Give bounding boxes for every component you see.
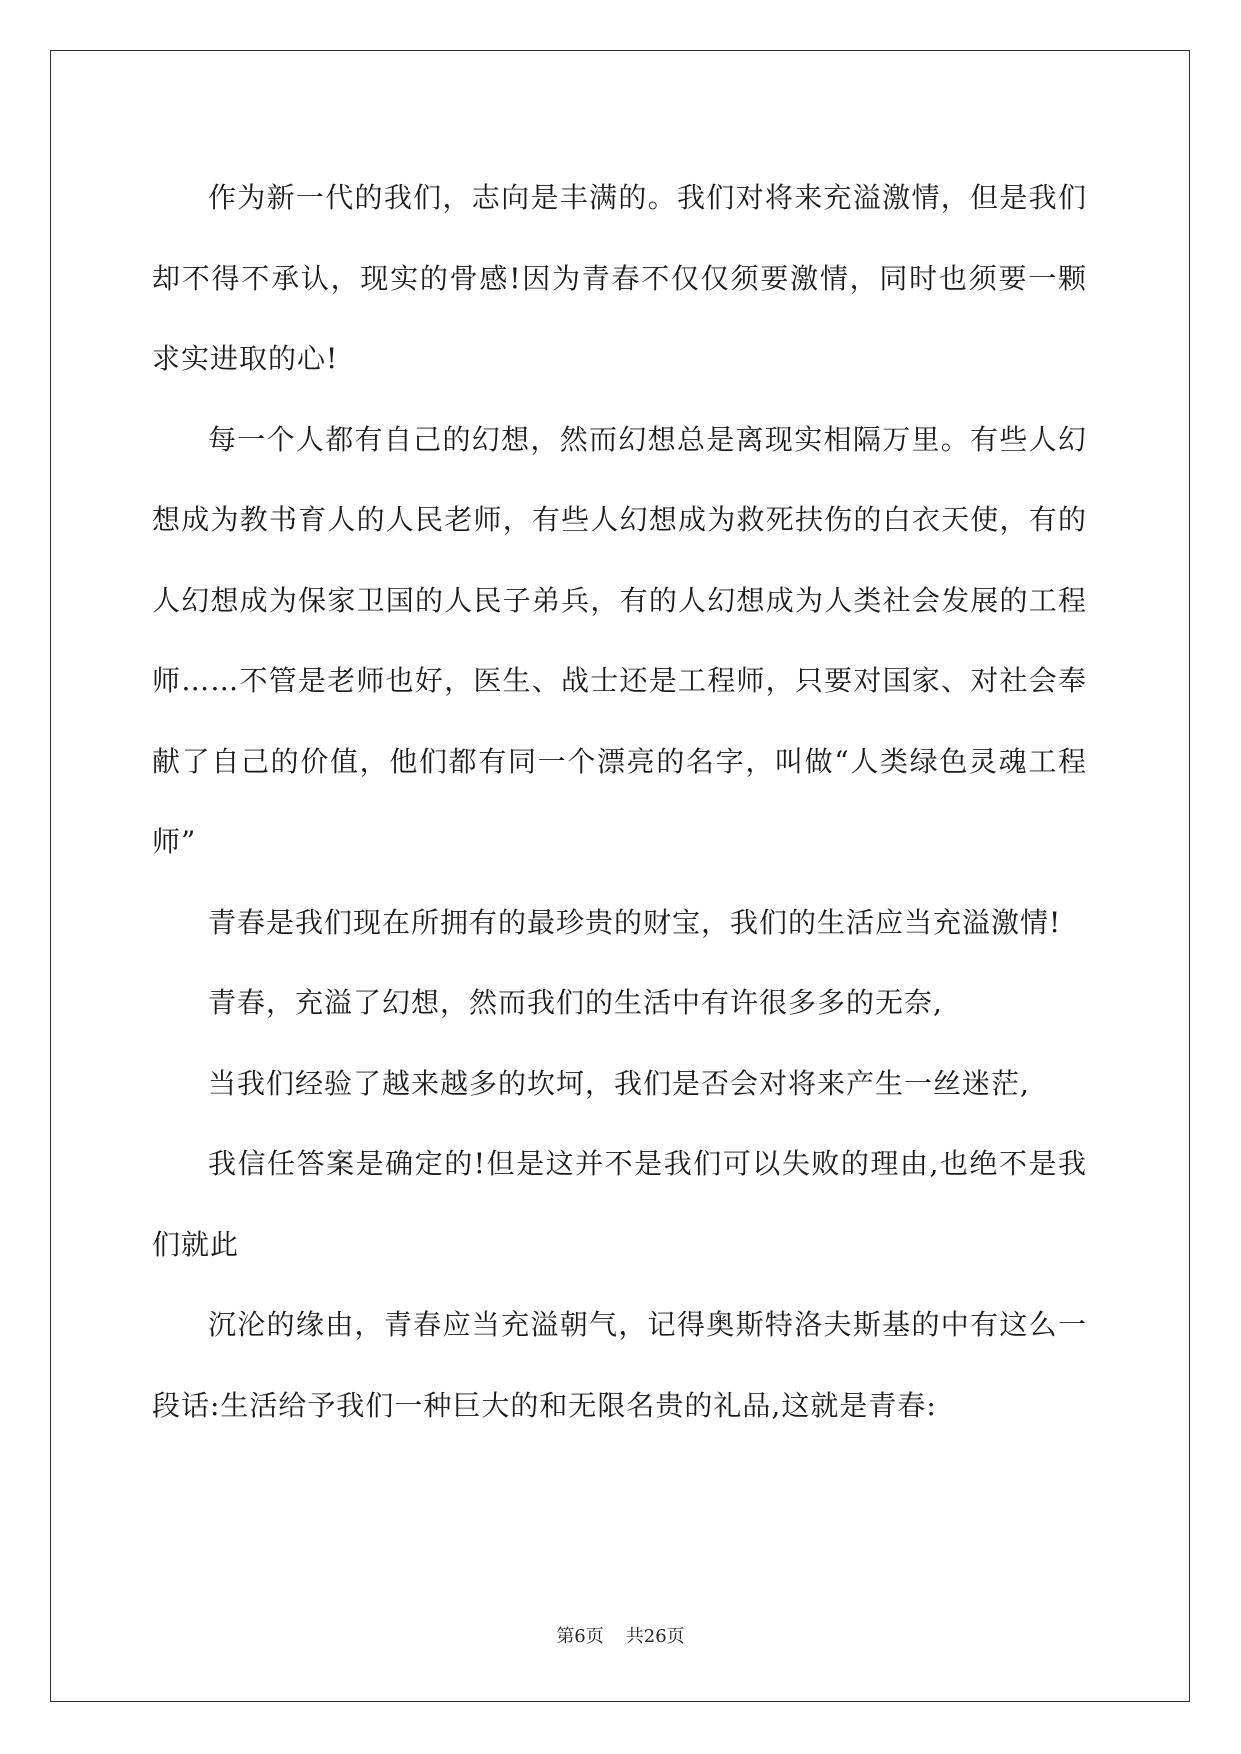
paragraph-6: 我信任答案是确定的!但是这并不是我们可以失败的理由,也绝不是我们就此	[152, 1147, 1087, 1261]
paragraph-4: 青春，充溢了幻想，然而我们的生活中有许很多多的无奈,	[208, 986, 943, 1019]
paragraph-1: 作为新一代的我们，志向是丰满的。我们对将来充溢激情，但是我们却不得不承认，现实的骨感!因为青春不仅仅须要激情，同时也须要一颗求实进取的心!	[152, 181, 1087, 375]
page-number: 第6页	[556, 1626, 604, 1647]
paragraph-2: 每一个人都有自己的幻想，然而幻想总是离现实相隔万里。有些人幻想成为教书育人的人民老师，有些人幻想成为救死扶伤的白衣天使，有的人幻想成为保家卫国的人民子弟兵，有的人幻想成为人类社会发展的工程师……不管是老师也好，医生、战士还是工程师，只要对国家、对社会奉献了自己的价值，他们都有同一个漂亮的名字，叫做“人类绿色灵魂工程师”	[152, 422, 1087, 858]
document-body	[152, 158, 1087, 1446]
paragraph-7: 沉沦的缘由，青春应当充溢朝气，记得奥斯特洛夫斯基的中有这么一段话:生活给予我们一种巨大的和无限名贵的礼品,这就是青春:	[152, 1308, 1087, 1422]
page-footer	[0, 1622, 1241, 1648]
paragraph-3: 青春是我们现在所拥有的最珍贵的财宝，我们的生活应当充溢激情!	[208, 905, 1062, 939]
page-total: 共26页	[625, 1626, 685, 1647]
paragraph-5: 当我们经验了越来越多的坎坷，我们是否会对将来产生一丝迷茫,	[208, 1066, 1030, 1100]
